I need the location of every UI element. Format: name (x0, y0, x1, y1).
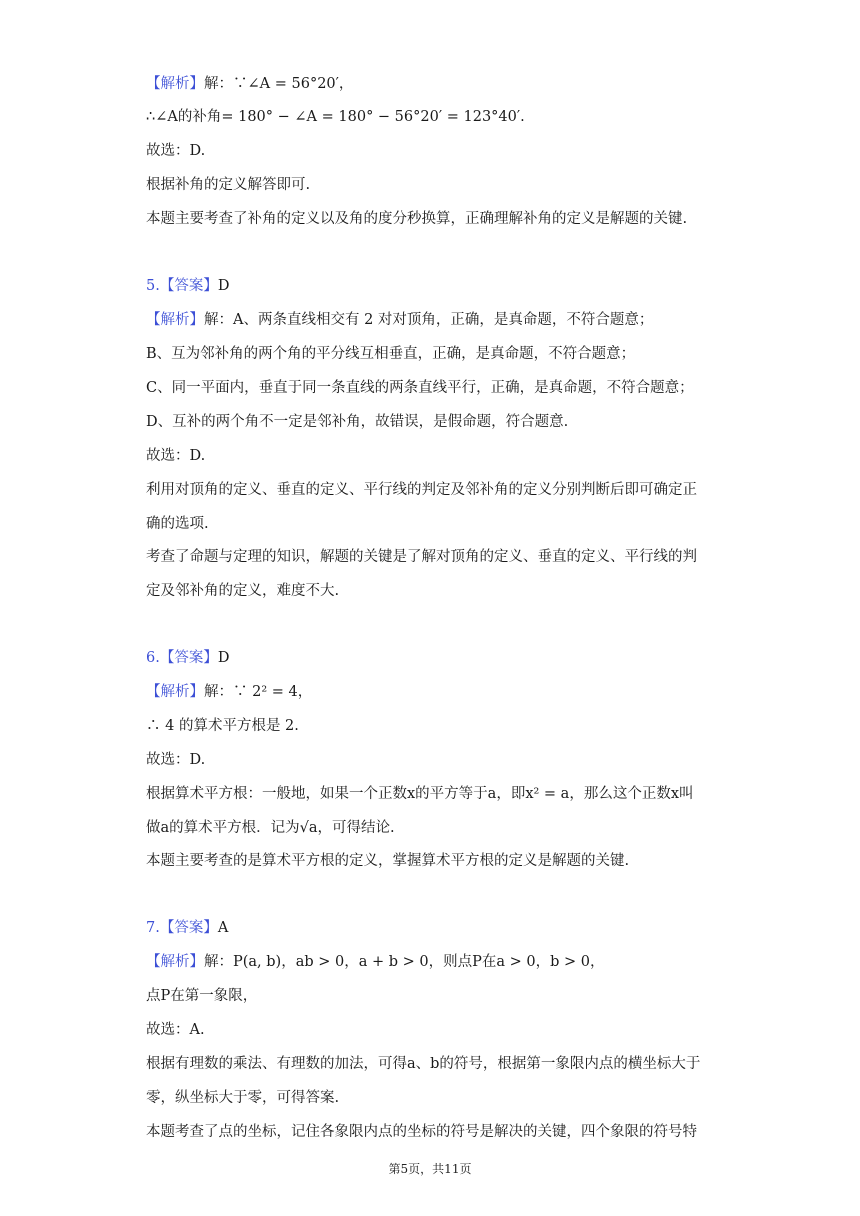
method-line: 根据有理数的乘法、有理数的加法，可得a、b的符号，根据第一象限内点的横坐标大于 (146, 1056, 701, 1072)
analysis-line: 【解析】解：∵ 2² = 4， (146, 684, 313, 700)
analysis-tag: 【解析】 (146, 312, 204, 328)
solution-line: C、同一平面内，垂直于同一条直线的两条直线平行，正确，是真命题，不符合题意； (146, 380, 694, 396)
question-number: 6. (146, 650, 160, 666)
solution-line: B、互为邻补角的两个角的平分线互相垂直，正确，是真命题，不符合题意； (146, 346, 636, 362)
method-line: 零，纵坐标大于零，可得答案. (146, 1090, 340, 1106)
analysis-tag: 【解析】 (146, 954, 204, 970)
answer-tag: 【答案】 (159, 650, 218, 666)
analysis-line: 【解析】解：∵∠A = 56°20′， (146, 76, 354, 92)
answer-tag: 【答案】 (159, 278, 218, 294)
method-line: 根据算术平方根：一般地，如果一个正数x的平方等于a，即x² = a，那么这个正数x叫 (146, 786, 694, 802)
answer-value: D (217, 650, 230, 666)
question-5-answer (146, 276, 229, 296)
analysis-line: 【解析】解：P(a, b)，ab > 0，a + b > 0，则点P在a > 0，b > 0， (146, 954, 605, 970)
question-7-answer (146, 918, 228, 938)
solution-line: D、互补的两个角不一定是邻补角，故错误，是假命题，符合题意. (146, 414, 569, 430)
method-line: 利用对顶角的定义、垂直的定义、平行线的判定及邻补角的定义分别判断后即可确定正 (146, 482, 697, 498)
choice-line: 故选：D. (146, 752, 206, 768)
answer-value: D (217, 278, 230, 294)
summary-line: 考查了命题与定理的知识，解题的关键是了解对顶角的定义、垂直的定义、平行线的判 (146, 549, 697, 565)
method-line: 确的选项. (146, 516, 209, 532)
solution-line: ∴ 4 的算术平方根是 2. (146, 718, 299, 734)
page-footer: 第5页，共11页 (388, 1162, 472, 1176)
question-number: 7. (146, 920, 160, 936)
choice-line: 故选：D. (146, 448, 206, 464)
summary-line: 本题主要考查了补角的定义以及角的度分秒换算，正确理解补角的定义是解题的关键. (146, 211, 688, 227)
choice-line: 故选：D. (146, 143, 206, 159)
question-6-answer (146, 648, 229, 668)
summary-line: 本题主要考查的是算术平方根的定义，掌握算术平方根的定义是解题的关键. (146, 853, 630, 869)
summary-line: 定及邻补角的定义，难度不大. (146, 583, 340, 599)
choice-line: 故选：A. (146, 1022, 205, 1038)
method-line: 做a的算术平方根．记为√a，可得结论. (146, 820, 395, 836)
analysis-line: 【解析】解：A、两条直线相交有 2 对对顶角，正确，是真命题，不符合题意； (146, 312, 654, 328)
solution-line: 点P在第一象限， (146, 988, 258, 1004)
answer-tag: 【答案】 (159, 920, 218, 936)
method-line: 根据补角的定义解答即可. (146, 177, 311, 193)
answer-value: A (217, 920, 229, 936)
analysis-tag: 【解析】 (146, 76, 204, 92)
analysis-tag: 【解析】 (146, 684, 204, 700)
summary-line: 本题考查了点的坐标，记住各象限内点的坐标的符号是解决的关键，四个象限的符号特 (146, 1124, 697, 1140)
solution-line: ∴∠A的补角= 180° − ∠A = 180° − 56°20′ = 123°40′. (146, 109, 525, 125)
question-number: 5. (146, 278, 160, 294)
